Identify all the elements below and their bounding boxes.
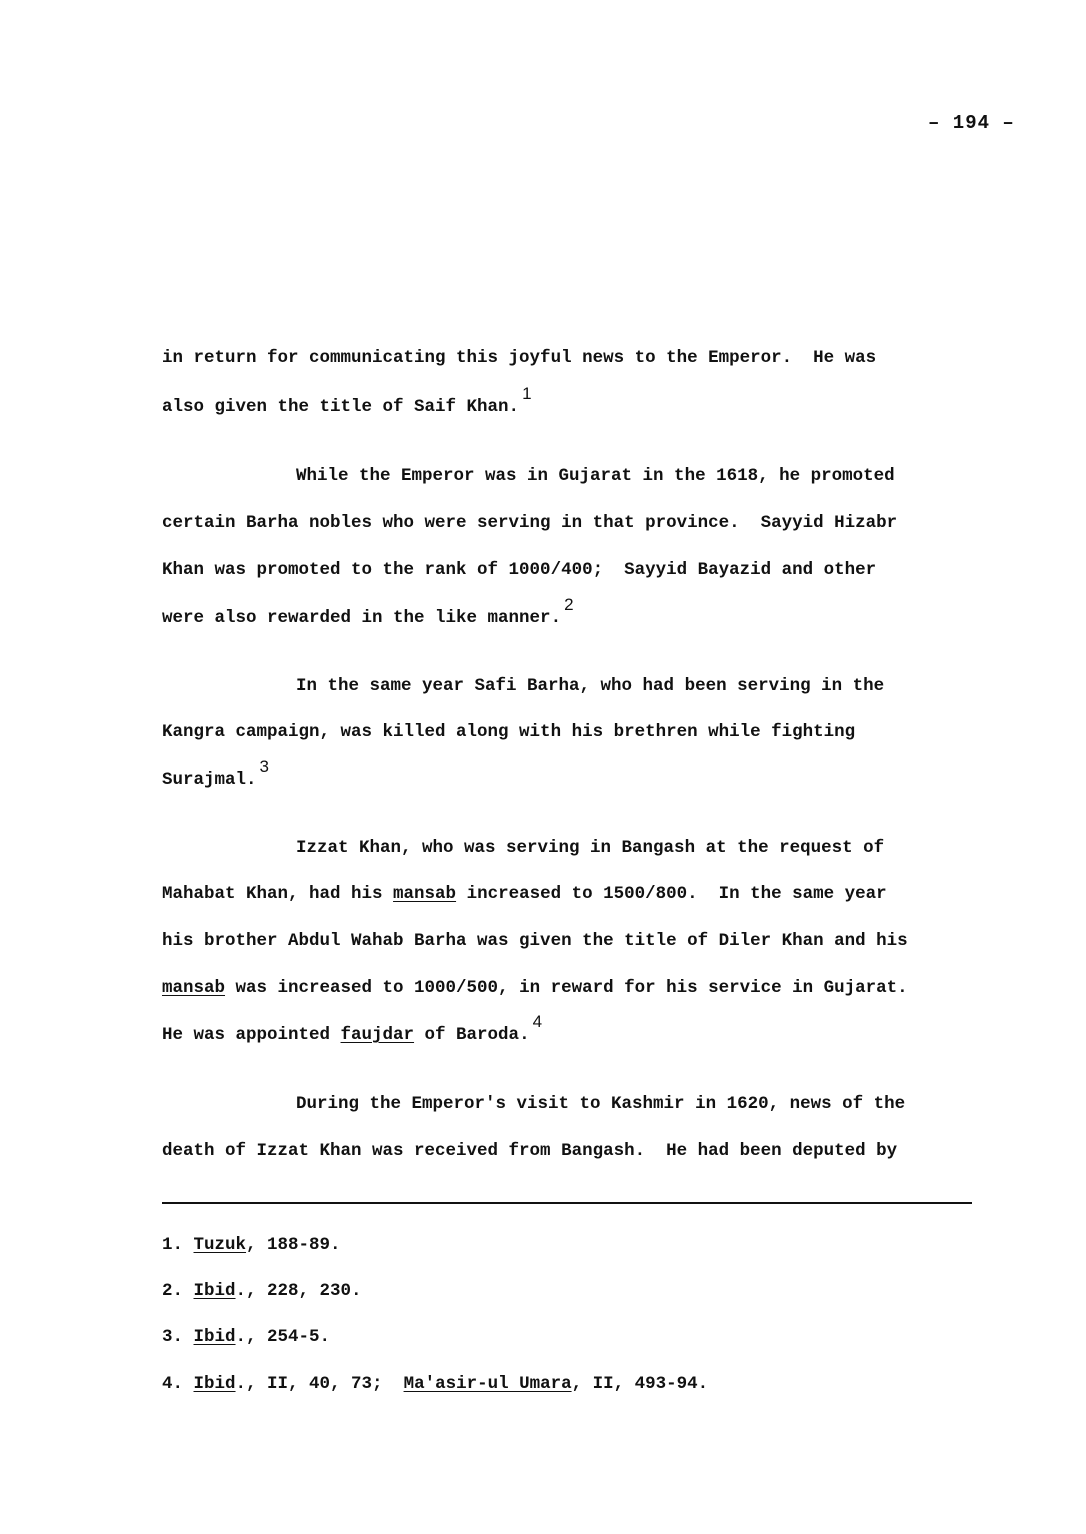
text-line: death of Izzat Khan was received from Bangash. He had been deputed by [162,1141,898,1161]
footnote-2 [162,1281,362,1301]
text-line: During the Emperor's visit to Kashmir in 1620, news of the [296,1094,906,1114]
text-line: Izzat Khan, who was serving in Bangash at the request of [296,838,885,858]
text-line [162,1012,543,1045]
footnote-source: Ibid [193,1374,236,1394]
footnote-source: Ibid [193,1327,236,1347]
footnote-ref[interactable]: 3 [259,757,269,776]
text-line [162,978,908,998]
footnote-text: , II, 493-94. [571,1374,709,1394]
footnote-3 [162,1327,330,1347]
text-line [162,595,574,628]
text-line: in return for communicating this joyful news to the Emperor. He was [162,348,877,368]
text-run: also given the title of Saif Khan. [162,397,520,417]
text-run: Surajmal. [162,770,257,790]
footnote-number: 4. [162,1374,194,1394]
text-run: Mahabat Khan, had his [162,884,394,904]
text-run: of Baroda. [414,1025,530,1045]
text-run: was increased to 1000/500, in reward for his service in Gujarat. [225,978,908,998]
footnote-ref[interactable]: 4 [532,1012,543,1031]
text-run: were also rewarded in the like manner. [162,608,562,628]
term-mansab: mansab [162,978,226,998]
footnote-ref[interactable]: 1 [522,384,532,403]
text-run: increased to 1500/800. In the same year [456,884,887,904]
text-line: In the same year Safi Barha, who had been serving in the [296,676,885,696]
text-line: certain Barha nobles who were serving in that province. Sayyid Hizabr [162,513,898,533]
text-line: Kangra campaign, was killed along with his brethren while fighting [162,722,856,742]
term-faujdar: faujdar [340,1025,415,1045]
footnote-text: ., 254-5. [235,1327,331,1347]
text-line: While the Emperor was in Gujarat in the 1618, he promoted [296,466,895,486]
text-line [162,757,269,790]
footnote-text: ., II, 40, 73; [235,1374,404,1394]
footnote-text: ., 228, 230. [235,1281,362,1301]
page-number: – 194 – [928,112,1015,134]
text-line [162,384,532,417]
footnote-divider [162,1202,972,1204]
footnote-number: 3. [162,1327,194,1347]
footnote-source: Ma'asir-ul Umara [403,1374,572,1394]
text-line [162,884,887,904]
footnote-text: , 188-89. [246,1235,341,1255]
text-run: He was appointed [162,1025,341,1045]
text-line: his brother Abdul Wahab Barha was given the title of Diler Khan and his [162,931,908,951]
term-mansab: mansab [393,884,457,904]
footnote-source: Tuzuk [193,1235,247,1255]
footnote-number: 1. [162,1235,194,1255]
text-line: Khan was promoted to the rank of 1000/400; Sayyid Bayazid and other [162,560,877,580]
footnote-4 [162,1374,708,1394]
footnote-source: Ibid [193,1281,236,1301]
footnote-1 [162,1235,341,1255]
footnote-ref[interactable]: 2 [564,595,574,614]
footnote-number: 2. [162,1281,194,1301]
